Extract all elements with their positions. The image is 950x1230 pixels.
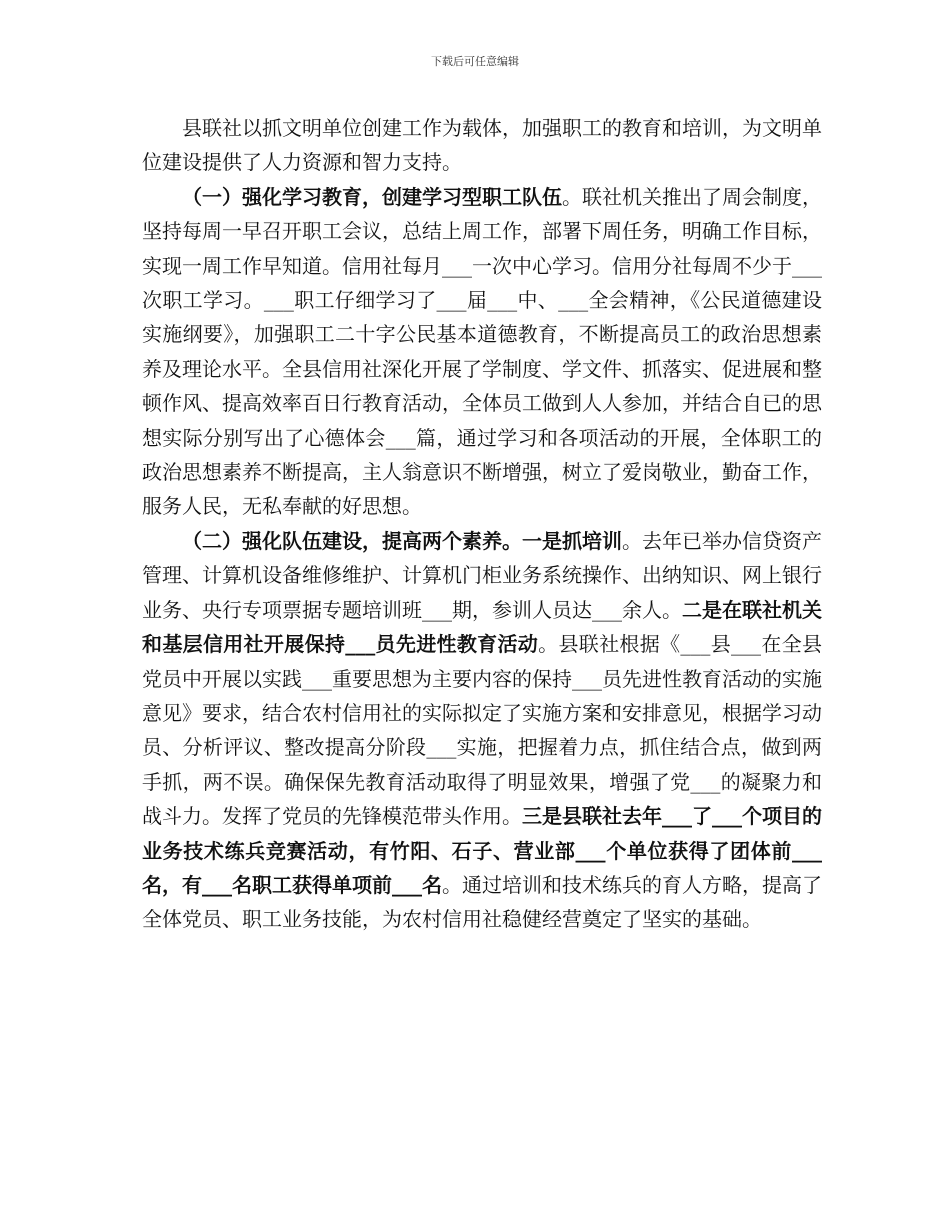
body-paragraph	[142, 180, 822, 524]
text-run: 。去年已举办信贷资产管理、计算机设备维修维护、计算机门柜业务系统操作、出纳知识、网上银行业务、央行专项票据专题培训班___期，参训人员达___余人。	[142, 528, 822, 622]
bold-run: （二）强化队伍建设，提高两个素养。一是抓培训	[182, 528, 622, 553]
page-header: 下载后可任意编辑	[431, 55, 519, 68]
document-body	[142, 111, 822, 937]
text-run: 。联社机关推出了周会制度，坚持每周一早召开职工会议，总结上周工作，部署下周任务，明确工作目标，实现一周工作早知道。信用社每月___一次中心学习。信用分社每周不少于___次职工学习。___职工仔细学习了___届___中、___全会精神，《公民道德建设实施纲要》，加强职工二十字公民基本道德教育，不断提高员工的政治思想素养及理论水平。全县信用社深化开展了学制度、学文件、抓落实、促进展和整顿作风、提高效率百日行教育活动，全体员工做到人人参加，并结合自已的思想实际分别写出了心德体会___篇，通过学习和各项活动的开展，全体职工的政治思想素养不断提高，主人翁意识不断增强，树立了爱岗敬业，勤奋工作，服务人民，无私奉献的好思想。	[142, 184, 822, 519]
bold-run: 二是在联社机关和基层信用社开展保持___员先进性教育活动	[142, 597, 822, 657]
body-paragraph	[142, 111, 822, 180]
bold-run: （一）强化学习教育，创建学习型职工队伍	[182, 184, 562, 209]
text-run: 。县联社根据《___县___在全县党员中开展以实践___重要思想为主要内容的保持___员先进性教育活动的实施意见》要求，结合农村信用社的实际拟定了实施方案和安排意见，根据学习动员、分析评议、整改提高分阶段___实施，把握着力点，抓住结合点，做到两手抓，两不误。确保保先教育活动取得了明显效果，增强了党___的凝聚力和战斗力。发挥了党员的先锋模范带头作用。	[142, 632, 823, 829]
bold-run: 三是县联社去年___了___个项目的业务技术练兵竞赛活动，有竹阳、石子、营业部___个单位获得了团体前___名，有___名职工获得单项前___名	[142, 804, 822, 897]
text-run: 县联社以抓文明单位创建工作为载体，加强职工的教育和培训，为文明单位建设提供了人力资源和智力支持。	[142, 116, 822, 175]
body-paragraph	[142, 524, 822, 937]
text-run: 。通过培训和技术练兵的育人方略，提高了全体党员、职工业务技能，为农村信用社稳健经营奠定了坚实的基础。	[142, 872, 822, 932]
